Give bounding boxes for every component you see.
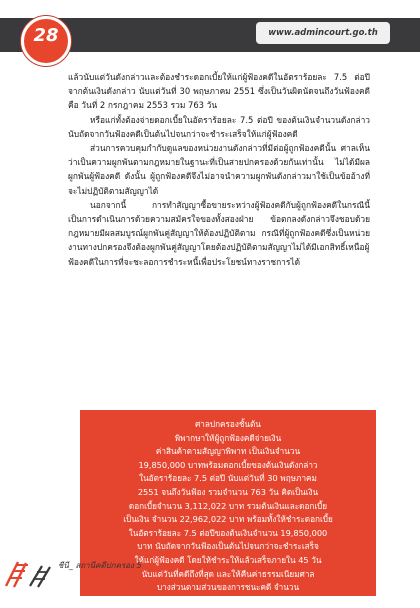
highlight-line: บาท นับถัดจากวันฟ้องเป็นต้นไปจนกว่าจะชำระเสร็จ <box>137 541 319 552</box>
footer-caption: ชีนี_ สถานีคดีปกครอง 5 <box>58 561 142 570</box>
highlight-line: บางส่วนตามส่วนของการชนะคดี จำนวน <box>156 582 300 593</box>
highlight-line: ดอกเบี้ยจำนวน 3,112,022 บาท รวมต้นเงินและดอกเบี้ย <box>128 500 328 511</box>
page-number: 28 <box>33 25 59 46</box>
highlight-line: 2551 จนถึงวันฟ้อง รวมจำนวน 763 วัน คิดเป็นเงิน <box>137 486 319 497</box>
highlight-line: ศาลปกครองชั้นต้น <box>195 419 261 429</box>
railway-track-icon <box>4 556 56 590</box>
highlight-line: นับแต่วันที่คดีถึงที่สุด และให้คืนค่าธรรมเนียมศาล <box>141 568 315 579</box>
highlight-line: เป็นเงิน จำนวน 22,962,022 บาท พร้อมทั้งให้ชำระดอกเบี้ย <box>123 514 333 525</box>
judgment-highlight-text <box>86 418 370 608</box>
highlight-line: 19,850,000 บาทพร้อมดอกเบี้ยของต้นเงินดังกล่าว <box>138 459 318 470</box>
highlight-line: พิพากษาให้ผู้ถูกฟ้องคดีจ่ายเงิน <box>174 432 282 443</box>
paragraph: ส่วนการควบคุมกำกับดูแลของหน่วยงานดังกล่าวที่มีต่อผู้ถูกฟ้องคดีนั้น ศาลเห็นว่าเป็นความผูกพันตามกฎหมายในฐานะที่เป็นสายปกครองด้วยกันเท่านั้น ไม่ได้มีผลผูกพันผู้ฟ้องคดี ดังนั้น ผู้ถูกฟ้องคดีจึงไม่อาจนำความผูกพันดังกล่าวมาใช้เป็นข้ออ้างที่จะไม่ปฏิบัติตามสัญญาได้ <box>68 143 370 196</box>
highlight-line: ในอัตราร้อยละ 7.5 ต่อปี นับแต่วันที่ 30 พฤษภาคม <box>139 473 317 484</box>
highlight-line: ในอัตราร้อยละ 7.5 ต่อปีของต้นเงินจำนวน 19,850,000 <box>128 527 328 538</box>
highlight-line: ค่าสินค้าตามสัญญาพิพาท เป็นเงินจำนวน <box>155 446 301 457</box>
article-body <box>68 70 370 269</box>
paragraph: หรือแก่ทั้งต้องจ่ายดอกเบี้ยในอัตราร้อยละ 7.5 ต่อปี ของต้นเงินจำนวนดังกล่าว นับถัดจากวันฟ้องคดีเป็นต้นไปจนกว่าจะชำระเสร็จให้แก่ผู้ฟ้องคดี <box>68 114 370 139</box>
website-url[interactable]: www.admincourt.go.th <box>268 28 378 38</box>
highlight-line: 197,920 บาท แก่ผู้ฟ้องคดี <box>180 595 276 606</box>
paragraph: แล้วนับแต่วันดังกล่าวและต้องชำระดอกเบี้ยให้แก่ผู้ฟ้องคดีในอัตราร้อยละ 7.5 ต่อปี จากต้นเงินดังกล่าว นับแต่วันที่ 30 พฤษภาคม 2551 ซึ่งเป็นวันผิดนัดจนถึงวันฟ้องคดี คือ วันที่ 2 กรกฎาคม 2553 รวม 763 วัน <box>68 72 370 111</box>
highlight-line: ให้แก่ผู้ฟ้องคดี โดยให้ชำระให้แล้วเสร็จภายใน 45 วัน <box>134 554 322 565</box>
paragraph: นอกจากนี้ การทำสัญญาซื้อขายระหว่างผู้ฟ้องคดีกับผู้ถูกฟ้องคดีในกรณีนี้เป็นการดำเนินการด้วยความสมัครใจของทั้งสองฝ่าย ข้อตกลงดังกล่าวจึงชอบด้วยกฎหมายมีผลสมบูรณ์ผูกพันคู่สัญญาให้ต้องปฏิบัติตาม กรณีที่ผู้ถูกฟ้องคดีซึ่งเป็นหน่วยงานทางปกครองจึงต้องผูกพันคู่สัญญาโดยต้องปฏิบัติตามสัญญาไม่ได้มีเอกสิทธิ์เหนือผู้ฟ้องคดีในการที่จะชะลอการชำระหนี้เพื่อประโยชน์ทางราชการได้ <box>68 199 370 267</box>
